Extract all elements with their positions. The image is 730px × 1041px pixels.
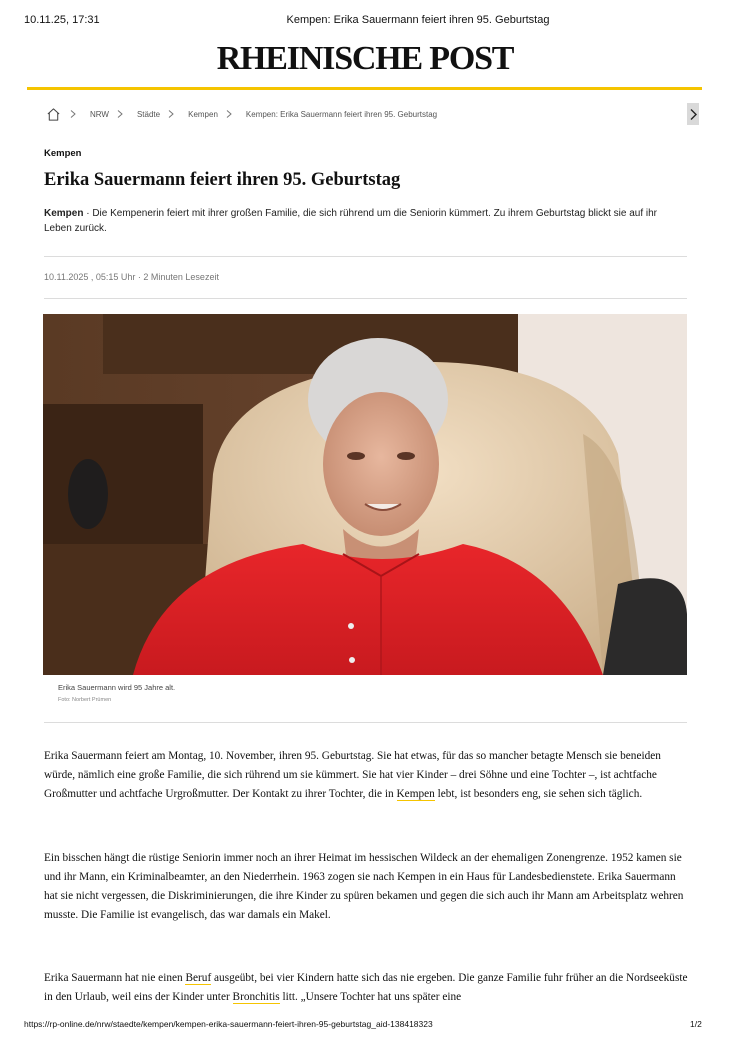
paragraph-text: ausgeübt, bei vier Kindern hatte sich das nie ergeben. Die ganze Familie fuhr früher an die Nordseeküste in den Urlaub, weil eins der Kinder unter: [44, 972, 688, 1004]
article-teaser: [44, 206, 680, 236]
photo-credit: Foto: Norbert Prümen: [58, 697, 112, 703]
breadcrumb: [44, 104, 437, 124]
teaser-location: Kempen: [44, 208, 84, 219]
site-logo[interactable]: RHEINISCHE POST: [216, 40, 514, 77]
article-headline: Erika Sauermann feiert ihren 95. Geburtstag: [44, 170, 401, 190]
print-page-title: Kempen: Erika Sauermann feiert ihren 95. Geburtstag: [286, 14, 550, 26]
article-photo: [43, 314, 687, 675]
teaser-text: · Die Kempenerin feiert mit ihrer großen Familie, die sich rührend um die Seniorin kümmert. Zu ihrem Geburtstag blickt sie auf ihr Leben zurück.: [44, 208, 658, 234]
divider: [44, 256, 687, 257]
article-paragraph-1: [44, 747, 690, 804]
chevron-right-icon: [168, 109, 178, 119]
logo-divider: [27, 87, 702, 90]
breadcrumb-scroll-button[interactable]: [687, 103, 699, 125]
article-meta: 10.11.2025 , 05:15 Uhr · 2 Minuten Lesezeit: [44, 272, 219, 282]
paragraph-text: lebt, ist besonders eng, sie sehen sich täglich.: [434, 788, 643, 801]
breadcrumb-item-nrw[interactable]: NRW: [90, 109, 109, 119]
breadcrumb-item-kempen[interactable]: Kempen: [188, 109, 218, 119]
link-bronchitis[interactable]: Bronchitis: [232, 991, 280, 1004]
divider: [44, 298, 687, 299]
paragraph-text: Erika Sauermann feiert am Montag, 10. November, ihren 95. Geburtstag. Sie hat etwas, für das so mancher betagte Mensch sie beneiden würde, nämlich eine große Familie, die sich rührend um sie kümmert. Sie hat vier Kinder – drei Söhne und eine Tochter –, ist achtfache Großmutter und achtfache Urgroßmutter. Der Kontakt zu ihrer Tochter, die in: [44, 750, 661, 801]
chevron-right-icon: [226, 109, 236, 119]
home-icon[interactable]: [44, 105, 62, 123]
article-kicker[interactable]: Kempen: [44, 148, 82, 159]
chevron-right-icon: [70, 109, 80, 119]
link-kempen[interactable]: Kempen: [396, 788, 435, 801]
paragraph-text: litt. „Unsere Tochter hat uns später eine: [279, 991, 462, 1004]
article-paragraph-2: Ein bisschen hängt die rüstige Seniorin immer noch an ihrer Heimat im hessischen Wildeck an der ehemaligen Zonengrenze. 1952 kamen sie und ihr Mann, ein Kriminalbeamter, an den Niederrhein. 1963 zogen sie nach Kempen in ein Haus für Landesbedienstete. Erika Sauermann hat sie nicht vergessen, die Diskriminierungen, die ihre Kinder zu spüren bekamen und gegen die sich auch ihr Mann am Arbeitsplatz wehren musste. Die Familie ist evangelisch, das war damals ein Makel.: [44, 852, 684, 922]
paragraph-text: Erika Sauermann hat nie einen: [44, 972, 186, 984]
print-page-number: 1/2: [690, 1019, 702, 1029]
article-paragraph-3: [44, 969, 690, 1007]
print-footer-url: https://rp-online.de/nrw/staedte/kempen/kempen-erika-sauermann-feiert-ihren-95-geburtstag_aid-138418323: [24, 1019, 433, 1029]
print-datetime: 10.11.25, 17:31: [24, 14, 100, 26]
chevron-right-icon: [690, 109, 697, 120]
photo-caption: Erika Sauermann wird 95 Jahre alt.: [58, 683, 176, 692]
breadcrumb-item-staedte[interactable]: Städte: [136, 109, 161, 119]
divider: [44, 722, 687, 723]
breadcrumb-item-current: Kempen: Erika Sauermann feiert ihren 95. Geburtstag: [245, 109, 438, 119]
portrait-illustration: [43, 314, 687, 675]
link-beruf[interactable]: Beruf: [185, 972, 212, 984]
chevron-right-icon: [117, 109, 127, 119]
